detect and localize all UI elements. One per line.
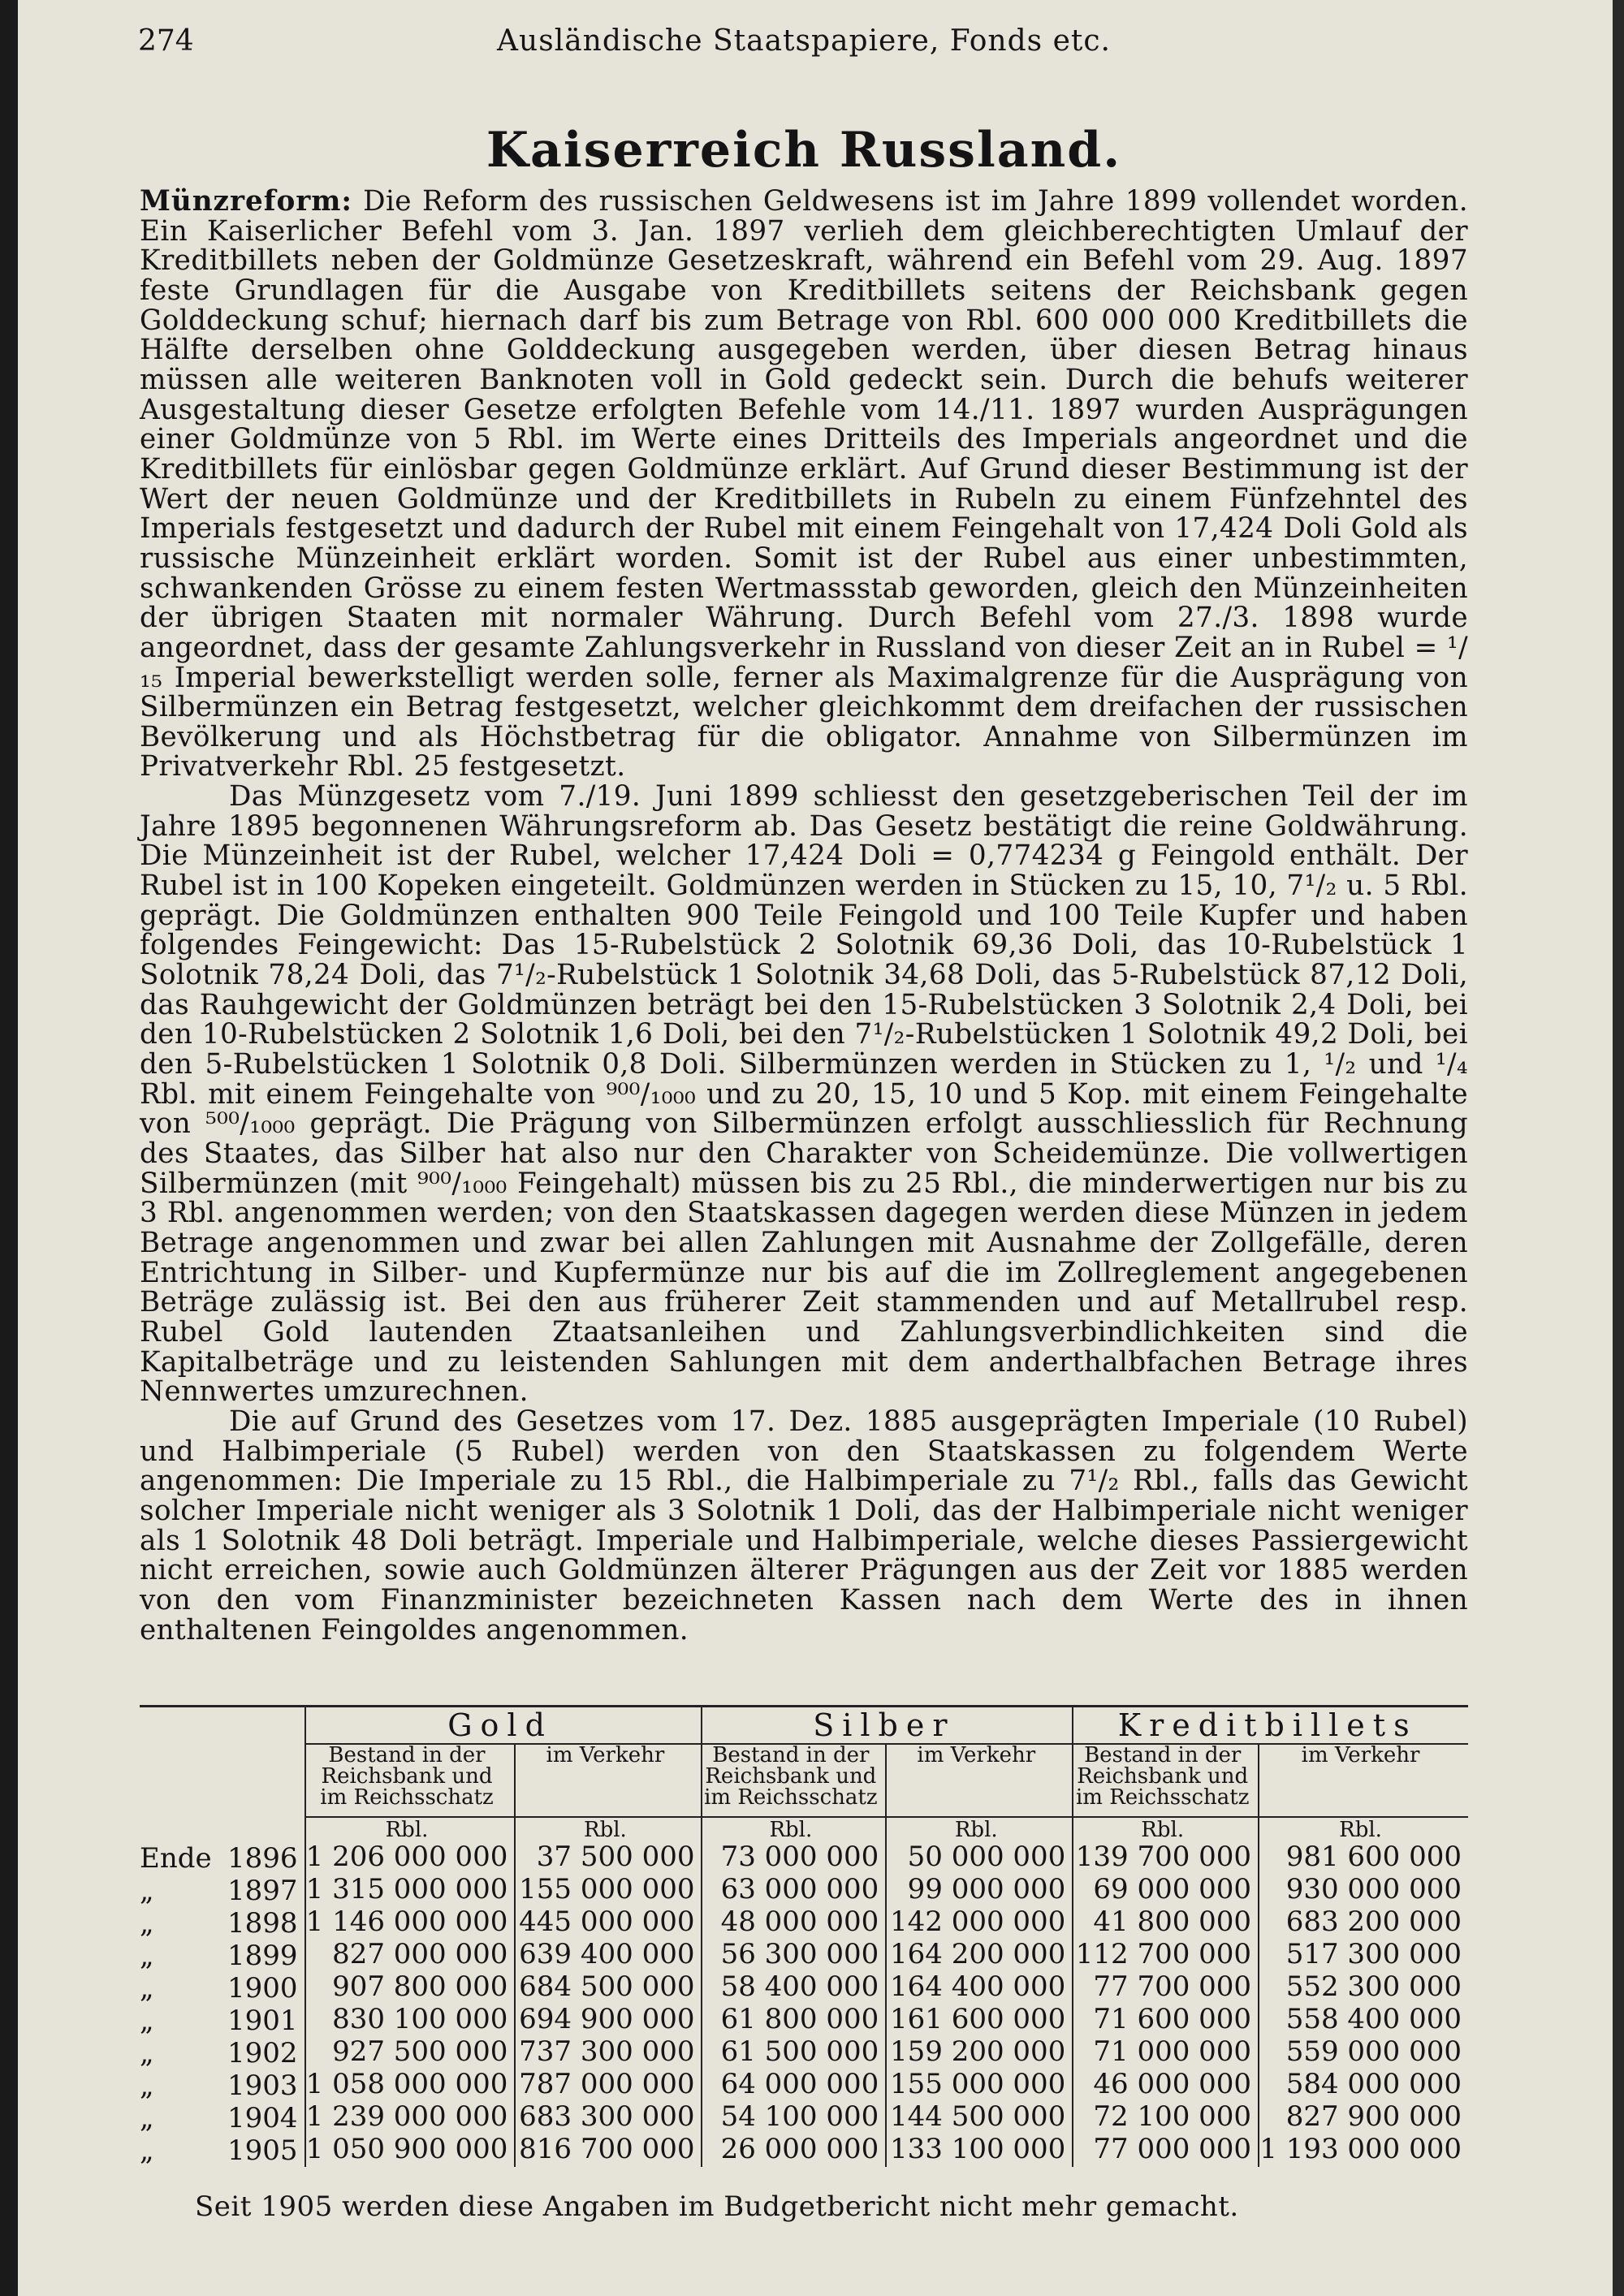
row-label-cell <box>140 1875 305 1907</box>
table-cell: 907 800 000 <box>305 1972 516 2005</box>
table-row <box>140 2102 1468 2134</box>
row-label: „ <box>140 2102 154 2134</box>
unit-label: Rbl. <box>702 1817 886 1842</box>
table-cell: 73 000 000 <box>702 1842 886 1875</box>
sub-header: Bestand in der Reichsbank und im Reichsschatz <box>305 1744 516 1817</box>
paragraph-text: Die Reform des russischen Geldwesens ist im Jahre 1899 vollendet worden. Ein Kaiserlicher Befehl vom 3. Jan. 1897 verlieh dem gleichberechtigten Umlauf der Kreditbillets neben der Goldmünze Gesetzeskraft, während ein Befehl vom 29. Aug. 1897 feste Grundlagen für die Ausgabe von Kreditbillets seitens der Reichsbank gegen Golddeckung schuf; hiernach darf bis zum Betrage von Rbl. 600 000 000 Kreditbillets die Hälfte derselben ohne Golddeckung ausgegeben werden, über diesen Betrag hinaus müssen alle weiteren Banknoten voll in Gold gedeckt sein. Durch die behufs weiterer Ausgestaltung dieser Gesetze erfolgten Befehle vom 14./11. 1897 wurden Ausprägungen einer Goldmünze von 5 Rbl. im Werte eines Dritteils des Imperials angeordnet und die Kreditbillets für einlösbar gegen Goldmünze erklärt. Auf Grund dieser Bestimmung ist der Wert der neuen Goldmünze und der Kreditbillets in Rubeln zu einem Fünfzehntel des Imperials festgesetzt und dadurch der Rubel mit einem Feingehalt von 17,424 Doli Gold als russische Münzeinheit erklärt worden. Somit ist der Rubel aus einer unbestimmten, schwankenden Grösse zu einem festen Wertmassstab geworden, gleich den Münzeinheiten der übrigen Staaten mit normaler Währung. Durch Befehl vom 27./3. 1898 wurde angeordnet, dass der gesamte Zahlungsverkehr in Russland von dieser Zeit an in Rubel = ¹/₁₅ Imperial bewerkstelligt werden solle, ferner als Maximalgrenze für die Ausprägung von Silbermünzen ein Betrag festgesetzt, welcher gleichkommt dem dreifachen der russischen Bevölkerung und als Höchstbetrag für die obligator. Annahme von Silbermünzen im Privatverkehr Rbl. 25 festgesetzt. <box>140 185 1468 783</box>
table-cell: 58 400 000 <box>702 1972 886 2005</box>
table-cell: 164 200 000 <box>886 1940 1073 1972</box>
table-cell: 133 100 000 <box>886 2134 1073 2167</box>
row-label: Ende <box>140 1842 212 1875</box>
table-cell: 164 400 000 <box>886 1972 1073 2005</box>
table-footnote: Seit 1905 werden diese Angaben im Budgetbericht nicht mehr gemacht. <box>195 2190 1239 2223</box>
table-cell: 694 900 000 <box>515 2005 702 2037</box>
table-cell: 584 000 000 <box>1259 2069 1468 2102</box>
table-cell: 41 800 000 <box>1073 1907 1259 1940</box>
table-sub-header-row <box>140 1744 1468 1817</box>
row-year: 1898 <box>227 1907 298 1940</box>
table-cell: 26 000 000 <box>702 2134 886 2167</box>
row-label: „ <box>140 2069 154 2102</box>
table-cell: 155 000 000 <box>515 1875 702 1907</box>
unit-spacer <box>140 1817 305 1842</box>
table-cell: 64 000 000 <box>702 2069 886 2102</box>
running-header <box>138 24 1470 57</box>
unit-label: Rbl. <box>886 1817 1073 1842</box>
unit-label: Rbl. <box>515 1817 702 1842</box>
sub-header: Bestand in der Reichsbank und im Reichsschatz <box>702 1744 886 1817</box>
table-cell: 161 600 000 <box>886 2005 1073 2037</box>
row-year: 1901 <box>227 2005 298 2037</box>
statistics-table <box>140 1705 1468 2167</box>
body-text <box>140 187 1468 1645</box>
table-cell: 77 700 000 <box>1073 1972 1259 2005</box>
row-year: 1896 <box>227 1842 298 1875</box>
table-cell: 552 300 000 <box>1259 1972 1468 2005</box>
book-spine-shadow <box>0 0 18 2296</box>
row-label-cell <box>140 2102 305 2134</box>
page-edge-shadow <box>1613 0 1624 2296</box>
page-number: 274 <box>138 24 194 58</box>
table-cell: 48 000 000 <box>702 1907 886 1940</box>
table-cell: 684 500 000 <box>515 1972 702 2005</box>
table-cell: 142 000 000 <box>886 1907 1073 1940</box>
table-cell: 1 239 000 000 <box>305 2102 516 2134</box>
paragraph-1 <box>140 187 1468 782</box>
paragraph-2 <box>140 782 1468 1407</box>
group-header-silber: Silber <box>702 1707 1073 1745</box>
row-label-cell <box>140 1907 305 1940</box>
table-corner <box>140 1707 305 1818</box>
table-cell: 71 000 000 <box>1073 2037 1259 2069</box>
row-label: „ <box>140 2005 154 2037</box>
row-label-cell <box>140 1842 305 1875</box>
table-row <box>140 1972 1468 2005</box>
table-row <box>140 2037 1468 2069</box>
table-cell: 558 400 000 <box>1259 2005 1468 2037</box>
table-cell: 63 000 000 <box>702 1875 886 1907</box>
unit-label: Rbl. <box>305 1817 516 1842</box>
table-cell: 683 200 000 <box>1259 1907 1468 1940</box>
table-unit-row <box>140 1817 1468 1842</box>
row-year: 1900 <box>227 1972 298 2005</box>
table-cell: 737 300 000 <box>515 2037 702 2069</box>
table-cell: 159 200 000 <box>886 2037 1073 2069</box>
table-cell: 1 058 000 000 <box>305 2069 516 2102</box>
table-cell: 69 000 000 <box>1073 1875 1259 1907</box>
table-cell: 99 000 000 <box>886 1875 1073 1907</box>
row-label: „ <box>140 1875 154 1907</box>
row-label: „ <box>140 2037 154 2069</box>
table-cell: 46 000 000 <box>1073 2069 1259 2102</box>
row-year: 1905 <box>227 2134 298 2167</box>
table-cell: 50 000 000 <box>886 1842 1073 1875</box>
table-cell: 816 700 000 <box>515 2134 702 2167</box>
row-label-cell <box>140 2069 305 2102</box>
table-cell: 139 700 000 <box>1073 1842 1259 1875</box>
table-cell: 1 146 000 000 <box>305 1907 516 1940</box>
row-year: 1902 <box>227 2037 298 2069</box>
row-year: 1904 <box>227 2102 298 2134</box>
paragraph-text: Die auf Grund des Gesetzes vom 17. Dez. 1885 ausgeprägten Imperiale (10 Rubel) und Halbimperiale (5 Rubel) werden von den Staatskassen zu folgendem Werte angenommen: Die Imperiale zu 15 Rbl., die Halbimperiale zu 7¹/₂ Rbl., falls das Gewicht solcher Imperiale nicht weniger als 3 Solotnik 1 Doli, das der Halbimperiale nicht weniger als 1 Solotnik 48 Doli beträgt. Imperiale und Halbimperiale, welche dieses Passiergewicht nicht erreichen, sowie auch Goldmünzen älterer Prägungen aus der Zeit vor 1885 werden von den vom Finanzminister bezeichneten Kassen nach dem Werte des in ihnen enthaltenen Feingoldes angenommen. <box>140 1405 1468 1646</box>
table-cell: 981 600 000 <box>1259 1842 1468 1875</box>
sub-header: im Verkehr <box>1259 1744 1468 1817</box>
table-cell: 639 400 000 <box>515 1940 702 1972</box>
table-cell: 930 000 000 <box>1259 1875 1468 1907</box>
table-cell: 1 050 900 000 <box>305 2134 516 2167</box>
table-cell: 77 000 000 <box>1073 2134 1259 2167</box>
table-group-header-row <box>140 1707 1468 1745</box>
table-cell: 1 315 000 000 <box>305 1875 516 1907</box>
table-cell: 830 100 000 <box>305 2005 516 2037</box>
table-cell: 927 500 000 <box>305 2037 516 2069</box>
row-label: „ <box>140 1940 154 1972</box>
table-cell: 559 000 000 <box>1259 2037 1468 2069</box>
table-cell: 517 300 000 <box>1259 1940 1468 1972</box>
row-label-cell <box>140 1972 305 2005</box>
table-cell: 155 000 000 <box>886 2069 1073 2102</box>
table-cell: 112 700 000 <box>1073 1940 1259 1972</box>
table-cell: 683 300 000 <box>515 2102 702 2134</box>
sub-header: Bestand in der Reichsbank und im Reichsschatz <box>1073 1744 1259 1817</box>
row-year: 1903 <box>227 2069 298 2102</box>
row-label: „ <box>140 1907 154 1940</box>
table-row <box>140 1875 1468 1907</box>
table-cell: 71 600 000 <box>1073 2005 1259 2037</box>
row-year: 1899 <box>227 1940 298 1972</box>
unit-label: Rbl. <box>1259 1817 1468 1842</box>
table-cell: 1 206 000 000 <box>305 1842 516 1875</box>
sub-header: im Verkehr <box>515 1744 702 1817</box>
table-cell: 827 000 000 <box>305 1940 516 1972</box>
row-year: 1897 <box>227 1875 298 1907</box>
sub-header: im Verkehr <box>886 1744 1073 1817</box>
table-row <box>140 2069 1468 2102</box>
row-label-cell <box>140 2037 305 2069</box>
table-cell: 61 500 000 <box>702 2037 886 2069</box>
table-cell: 37 500 000 <box>515 1842 702 1875</box>
table-row <box>140 2134 1468 2167</box>
row-label-cell <box>140 2005 305 2037</box>
table-row <box>140 2005 1468 2037</box>
unit-label: Rbl. <box>1073 1817 1259 1842</box>
table-cell: 787 000 000 <box>515 2069 702 2102</box>
table-row <box>140 1842 1468 1875</box>
paragraph-lead: Münzreform: <box>140 185 353 218</box>
row-label-cell <box>140 2134 305 2167</box>
table-cell: 144 500 000 <box>886 2102 1073 2134</box>
running-title: Ausländische Staatspapiere, Fonds etc. <box>497 24 1111 58</box>
table-cell: 1 193 000 000 <box>1259 2134 1468 2167</box>
section-title: Kaiserreich Russland. <box>486 122 1122 179</box>
paragraph-3 <box>140 1407 1468 1645</box>
group-header-gold: Gold <box>305 1707 702 1745</box>
table-body <box>140 1842 1468 2167</box>
table-cell: 827 900 000 <box>1259 2102 1468 2134</box>
row-label: „ <box>140 1972 154 2005</box>
table-cell: 61 800 000 <box>702 2005 886 2037</box>
table-row <box>140 1907 1468 1940</box>
paragraph-text: Das Münzgesetz vom 7./19. Juni 1899 schliesst den gesetzgeberischen Teil der im Jahre 1895 begonnenen Währungsreform ab. Das Gesetz bestätigt die reine Goldwährung. Die Münzeinheit ist der Rubel, welcher 17,424 Doli = 0,774234 g Feingold enthält. Der Rubel ist in 100 Kopeken eingeteilt. Goldmünzen werden in Stücken zu 15, 10, 7¹/₂ u. 5 Rbl. geprägt. Die Goldmünzen enthalten 900 Teile Feingold und 100 Teile Kupfer und haben folgendes Feingewicht: Das 15-Rubelstück 2 Solotnik 69,36 Doli, das 10-Rubelstück 1 Solotnik 78,24 Doli, das 7¹/₂-Rubelstück 1 Solotnik 34,68 Doli, das 5-Rubelstück 87,12 Doli, das Rauhgewicht der Goldmünzen beträgt bei den 15-Rubelstücken 3 Solotnik 2,4 Doli, bei den 10-Rubelstücken 2 Solotnik 1,6 Doli, bei den 7¹/₂-Rubelstücken 1 Solotnik 49,2 Doli, bei den 5-Rubelstücken 1 Solotnik 0,8 Doli. Silbermünzen werden in Stücken zu 1, ¹/₂ und ¹/₄ Rbl. mit einem Feingehalte von ⁹⁰⁰/₁₀₀₀ und zu 20, 15, 10 und 5 Kop. mit einem Feingehalte von ⁵⁰⁰/₁₀₀₀ geprägt. Die Prägung von Silbermünzen erfolgt ausschliesslich für Rechnung des Staates, das Silber hat also nur den Charakter von Scheidemünze. Die vollwertigen Silbermünzen (mit ⁹⁰⁰/₁₀₀₀ Feingehalt) müssen bis zu 25 Rbl., die minderwertigen nur bis zu 3 Rbl. angenommen werden; von den Staatskassen dagegen werden diese Münzen in jedem Betrage angenommen und zwar bei allen Zahlungen mit Ausnahme der Zollgefälle, deren Entrichtung in Silber- und Kupfermünze nur bis auf die im Zollreglement angegebenen Beträge zulässig ist. Bei den aus früherer Zeit stammenden und auf Metallrubel resp. Rubel Gold lautenden Ztaatsanleihen und Zahlungsverbindlichkeiten sind die Kapitalbeträge und zu leistenden Sahlungen mit dem anderthalbfachen Betrage ihres Nennwertes umzurechnen. <box>140 780 1468 1409</box>
table-cell: 72 100 000 <box>1073 2102 1259 2134</box>
table-row <box>140 1940 1468 1972</box>
group-header-kreditbillets: Kreditbillets <box>1073 1707 1468 1745</box>
table-cell: 445 000 000 <box>515 1907 702 1940</box>
row-label: „ <box>140 2134 154 2167</box>
table-cell: 56 300 000 <box>702 1940 886 1972</box>
row-label-cell <box>140 1940 305 1972</box>
table-cell: 54 100 000 <box>702 2102 886 2134</box>
